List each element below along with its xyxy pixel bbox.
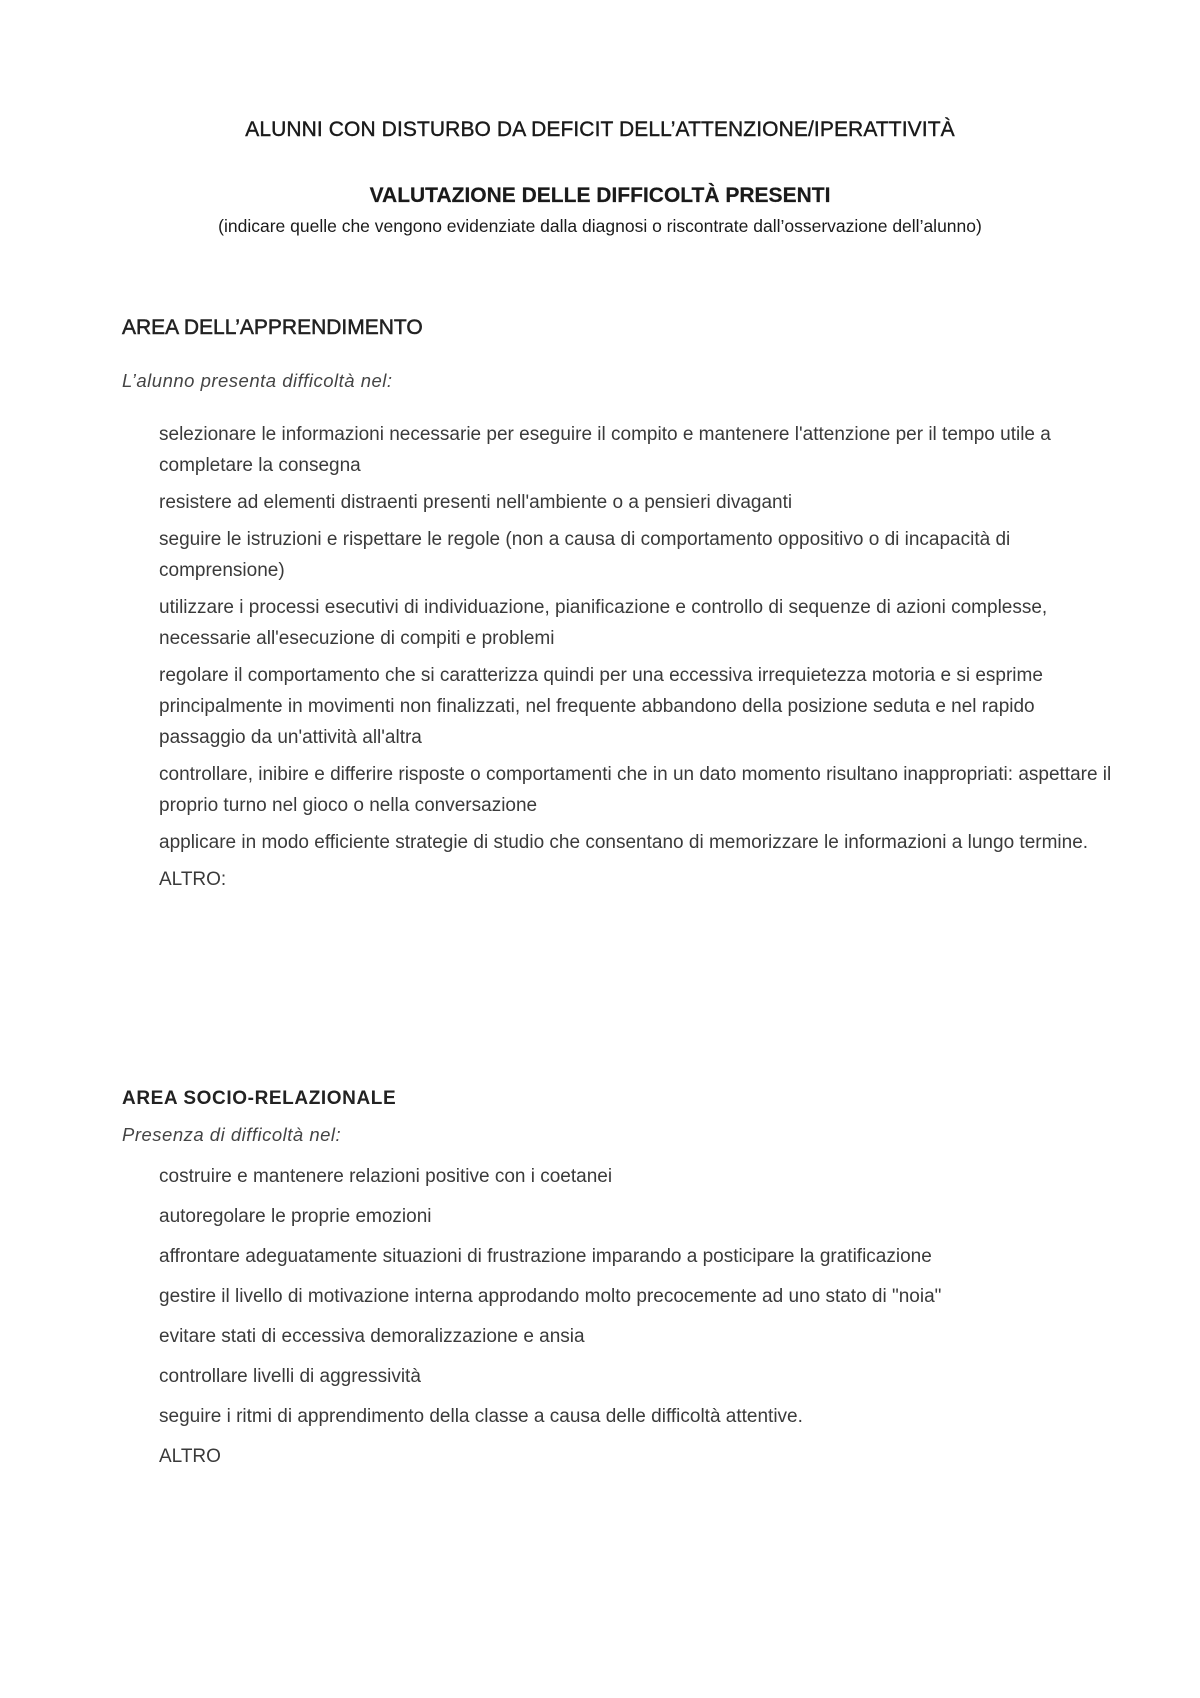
list-item: applicare in modo efficiente strategie di studio che consentano di memorizzare le informazioni a lungo termine. [159, 832, 1089, 853]
list-item: regolare il comportamento che si caratterizza quindi per una eccessiva irrequietezza motoria e si esprime principalmente in movimenti non finalizzati, nel frequente abbandono della posizione seduta e nel rapido passaggio da un'attività all'altra [159, 665, 1043, 748]
list-item-altro: ALTRO [159, 1446, 221, 1467]
document-title: ALUNNI CON DISTURBO DA DEFICIT DELL’ATTENZIONE/IPERATTIVITÀ [245, 118, 955, 141]
difficulty-list-apprendimento [159, 419, 1119, 901]
list-item: costruire e mantenere relazioni positive con i coetanei [159, 1166, 613, 1187]
difficulty-list-socio-relazionale [159, 1161, 1119, 1481]
section-heading-socio-relazionale: AREA SOCIO-RELAZIONALE [122, 1088, 397, 1109]
list-item: resistere ad elementi distraenti presenti nell'ambiente o a pensieri divaganti [159, 492, 793, 513]
list-item: selezionare le informazioni necessarie per eseguire il compito e mantenere l'attenzione per il tempo utile a completare la consegna [159, 424, 1051, 476]
document-subtitle: VALUTAZIONE DELLE DIFFICOLTÀ PRESENTI [369, 184, 831, 207]
list-item: controllare, inibire e differire risposte o comportamenti che in un dato momento risultano inappropriati: aspettare il proprio turno nel gioco o nella conversazione [159, 764, 1112, 816]
list-item: gestire il livello di motivazione interna approdando molto precocemente ad uno stato di "noia" [159, 1286, 942, 1307]
list-item: evitare stati di eccessiva demoralizzazione e ansia [159, 1326, 585, 1347]
list-item: utilizzare i processi esecutivi di individuazione, pianificazione e controllo di sequenze di azioni complesse, necessarie all'esecuzione di compiti e problemi [159, 597, 1048, 649]
document-note: (indicare quelle che vengono evidenziate dalla diagnosi o riscontrate dall’osservazione dell’alunno) [218, 216, 982, 236]
list-item: autoregolare le proprie emozioni [159, 1206, 432, 1227]
list-item: affrontare adeguatamente situazioni di frustrazione imparando a posticipare la gratificazione [159, 1246, 932, 1267]
list-item: controllare livelli di aggressività [159, 1366, 421, 1387]
list-item: seguire le istruzioni e rispettare le regole (non a causa di comportamento oppositivo o di incapacità di comprensione) [159, 529, 1011, 581]
list-item-altro: ALTRO: [159, 869, 227, 890]
section-intro-socio-relazionale: Presenza di difficoltà nel: [122, 1124, 342, 1145]
list-item: seguire i ritmi di apprendimento della classe a causa delle difficoltà attentive. [159, 1406, 803, 1427]
section-intro-apprendimento: L’alunno presenta difficoltà nel: [122, 370, 393, 391]
section-heading-apprendimento: AREA DELL’APPRENDIMENTO [122, 316, 423, 339]
